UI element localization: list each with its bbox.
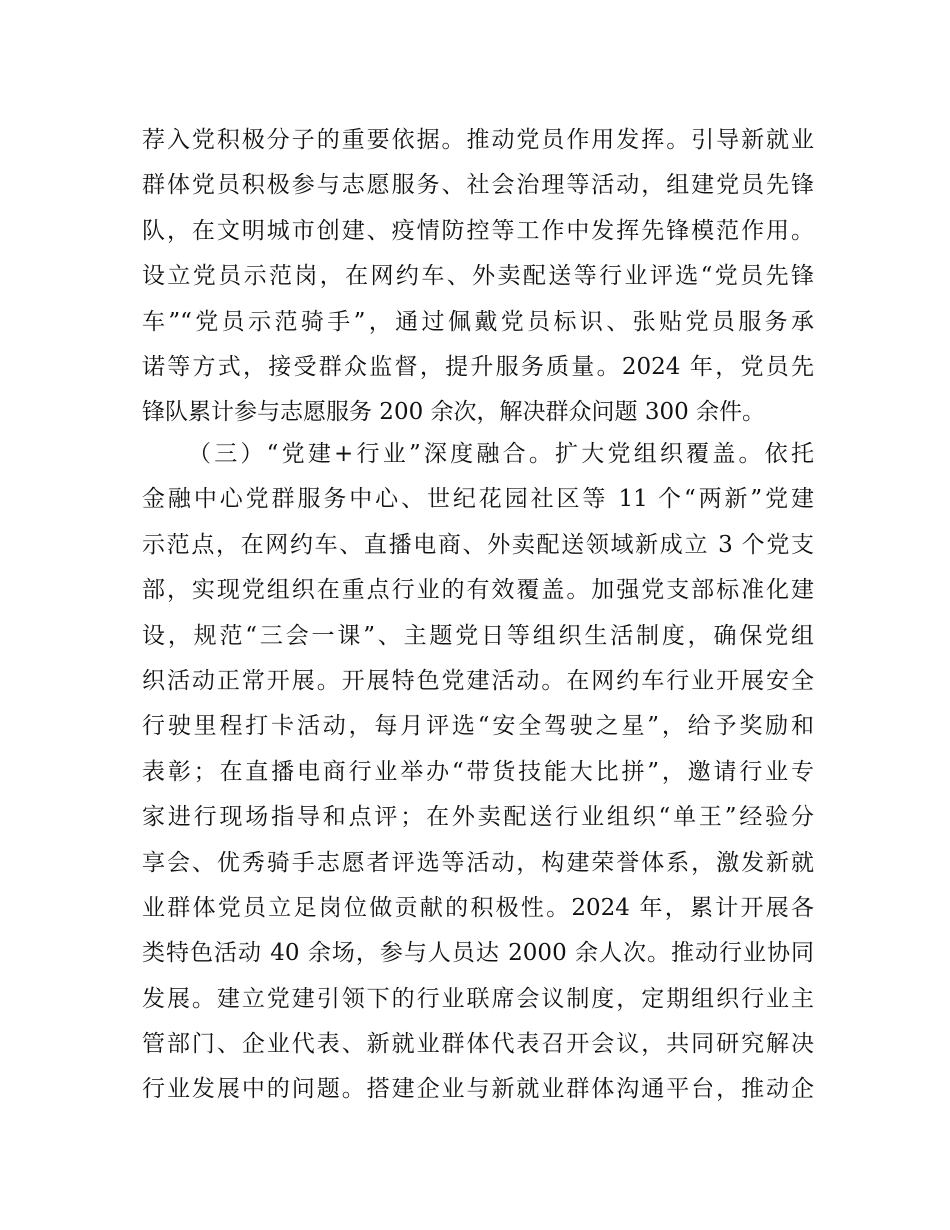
text-line: 金融中心党群服务中心、世纪花园社区等 11 个“两新”党建: [142, 486, 814, 513]
text-line: 表彰；在直播电商行业举办“带货技能大比拼”，邀请行业专: [142, 758, 814, 785]
text-line: 群体党员积极参与志愿服务、社会治理等活动，组建党员先锋: [142, 172, 814, 199]
text-line: 发展。建立党建引领下的行业联席会议制度，定期组织行业主: [142, 985, 814, 1012]
text-line: 诺等方式，接受群众监督，提升服务质量。2024 年，党员先: [142, 353, 814, 380]
text-line: 业群体党员立足岗位做贡献的积极性。2024 年，累计开展各: [142, 894, 814, 921]
text-line: 类特色活动 40 余场，参与人员达 2000 余人次。推动行业协同: [142, 940, 814, 967]
text-line: 家进行现场指导和点评；在外卖配送行业组织“单王”经验分: [142, 804, 814, 831]
section-heading-line: （三）“党建+行业”深度融合。扩大党组织覆盖。依托: [188, 441, 814, 467]
text-line: 织活动正常开展。开展特色党建活动。在网约车行业开展安全: [142, 667, 814, 694]
text-line: 示范点，在网约车、直播电商、外卖配送领域新成立 3 个党支: [142, 531, 814, 558]
text-line: 部，实现党组织在重点行业的有效覆盖。加强党支部标准化建: [142, 577, 814, 604]
text-line: 设立党员示范岗，在网约车、外卖配送等行业评选“党员先锋: [142, 263, 814, 290]
paragraph-party-member-role: [142, 118, 814, 436]
text-line: 队，在文明城市创建、疫情防控等工作中发挥先锋模范作用。: [142, 217, 814, 244]
text-line: 锋队累计参与志愿服务 200 余次，解决群众问题 300 余件。: [142, 399, 766, 426]
text-line: 车”“党员示范骑手”，通过佩戴党员标识、张贴党员服务承: [142, 308, 814, 335]
text-line: 荐入党积极分子的重要依据。推动党员作用发挥。引导新就业: [142, 127, 814, 153]
text-line: 行业发展中的问题。搭建企业与新就业群体沟通平台，推动企: [142, 1076, 814, 1103]
text-line: 设，规范“三会一课”、主题党日等组织生活制度，确保党组: [142, 622, 814, 649]
paragraph-party-building-industry: [142, 432, 814, 1113]
text-line: 管部门、企业代表、新就业群体代表召开会议，共同研究解决: [142, 1031, 814, 1058]
text-line: 行驶里程打卡活动，每月评选“安全驾驶之星”，给予奖励和: [142, 713, 814, 740]
text-line: 享会、优秀骑手志愿者评选等活动，构建荣誉体系，激发新就: [142, 849, 814, 876]
